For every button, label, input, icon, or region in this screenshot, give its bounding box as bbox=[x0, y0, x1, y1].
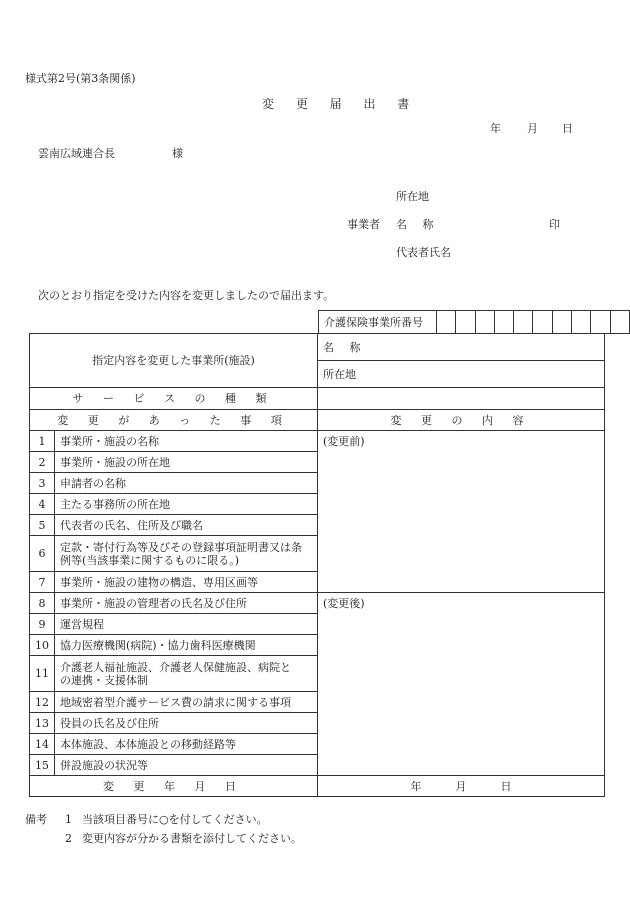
facility-name-label[interactable] bbox=[318, 334, 605, 361]
applicant-business-label: 事業者 bbox=[347, 218, 380, 231]
item-label: 併設施設の状況等 bbox=[55, 755, 318, 776]
item-label: 運営規程 bbox=[55, 614, 318, 635]
changed-items-header: 変 更 が あ っ た 事 項 bbox=[30, 410, 318, 431]
change-date-label: 変 更 年 月 日 bbox=[30, 776, 318, 797]
office-number-digit[interactable] bbox=[572, 311, 591, 334]
change-content-header: 変 更 の 内 容 bbox=[318, 410, 605, 431]
after-label: (変更後) bbox=[323, 597, 365, 610]
applicant-name-label: 名 称 bbox=[396, 218, 440, 231]
item-number[interactable]: 8 bbox=[30, 593, 55, 614]
change-notification-table bbox=[29, 333, 605, 797]
office-number-digit[interactable] bbox=[552, 311, 571, 334]
item-number[interactable]: 1 bbox=[30, 431, 55, 452]
item-number[interactable]: 12 bbox=[30, 692, 55, 713]
item-label: 本体施設、本体施設との移動経路等 bbox=[55, 734, 318, 755]
item-number[interactable]: 15 bbox=[30, 755, 55, 776]
date-year: 年 bbox=[490, 122, 501, 135]
item-label: 協力医療機関(病院)・協力歯科医療機関 bbox=[55, 635, 318, 656]
item-label: 主たる事務所の所在地 bbox=[55, 494, 318, 515]
change-date-month: 月 bbox=[455, 779, 467, 793]
service-type-label: サ ー ビ ス の 種 類 bbox=[30, 388, 318, 410]
note-number: 2 bbox=[65, 832, 72, 845]
notes-label: 備考 bbox=[25, 813, 47, 826]
item-label-line1: 定款・寄付行為等及びその登録事項証明書又は条 bbox=[60, 540, 302, 554]
item-number[interactable]: 2 bbox=[30, 452, 55, 473]
office-number-digit[interactable] bbox=[514, 311, 533, 334]
addressee-honorific: 様 bbox=[172, 147, 183, 160]
item-number[interactable]: 3 bbox=[30, 473, 55, 494]
office-number-digit[interactable] bbox=[591, 311, 610, 334]
change-date-field[interactable] bbox=[318, 776, 605, 797]
item-label: 事業所・施設の管理者の氏名及び住所 bbox=[55, 593, 318, 614]
office-number-table bbox=[318, 310, 630, 334]
form-number: 様式第2号(第3条関係) bbox=[25, 72, 136, 85]
note-number: 1 bbox=[65, 813, 72, 826]
item-number[interactable]: 14 bbox=[30, 734, 55, 755]
item-label bbox=[55, 656, 318, 692]
before-label: (変更前) bbox=[323, 435, 365, 448]
change-date-year: 年 bbox=[410, 779, 422, 793]
item-number[interactable]: 4 bbox=[30, 494, 55, 515]
item-label-line2: 例等(当該事業に関するものに限る。) bbox=[60, 553, 240, 567]
applicant-address-label: 所在地 bbox=[396, 190, 429, 203]
facility-address-label[interactable]: 所在地 bbox=[318, 361, 605, 388]
note-text: 当該項目番号に○を付してください。 bbox=[82, 813, 268, 826]
item-number[interactable]: 5 bbox=[30, 515, 55, 536]
office-number-digit[interactable] bbox=[456, 311, 475, 334]
item-label: 役員の氏名及び住所 bbox=[55, 713, 318, 734]
item-number[interactable]: 6 bbox=[30, 536, 55, 572]
item-number[interactable]: 9 bbox=[30, 614, 55, 635]
item-label: 代表者の氏名、住所及び職名 bbox=[55, 515, 318, 536]
seal-mark: 印 bbox=[549, 218, 560, 231]
office-number-digit[interactable] bbox=[437, 311, 456, 334]
office-number-digit[interactable] bbox=[475, 311, 494, 334]
intro-text: 次のとおり指定を受けた内容を変更しましたので届出ます。 bbox=[38, 289, 335, 302]
office-number-digit[interactable] bbox=[610, 311, 629, 334]
item-label: 地域密着型介護サービス費の請求に関する事項 bbox=[55, 692, 318, 713]
office-number-label: 介護保険事業所番号 bbox=[319, 311, 437, 334]
office-number-digit[interactable] bbox=[494, 311, 513, 334]
document-title: 変 更 届 出 書 bbox=[262, 97, 419, 111]
change-date-day: 日 bbox=[500, 779, 512, 793]
date-day: 日 bbox=[562, 122, 573, 135]
item-number[interactable]: 7 bbox=[30, 572, 55, 593]
item-label: 事業所・施設の名称 bbox=[55, 431, 318, 452]
item-number[interactable]: 10 bbox=[30, 635, 55, 656]
change-before-field[interactable] bbox=[318, 431, 605, 593]
office-number-digit[interactable] bbox=[533, 311, 552, 334]
item-label: 事業所・施設の所在地 bbox=[55, 452, 318, 473]
item-label-line2: の連携・支援体制 bbox=[60, 673, 148, 687]
date-month: 月 bbox=[527, 122, 538, 135]
item-label bbox=[55, 536, 318, 572]
change-after-field[interactable] bbox=[318, 593, 605, 776]
item-label-line1: 介護老人福祉施設、介護老人保健施設、病院と bbox=[60, 660, 291, 674]
facility-label: 指定内容を変更した事業所(施設) bbox=[30, 334, 318, 388]
item-number[interactable]: 13 bbox=[30, 713, 55, 734]
service-type-field[interactable] bbox=[318, 388, 605, 410]
facility-name-label-text: 名 称 bbox=[323, 340, 367, 354]
note-text: 変更内容が分かる書類を添付してください。 bbox=[82, 832, 302, 845]
addressee-name: 雲南広域連合長 bbox=[38, 147, 115, 160]
item-label: 申請者の名称 bbox=[55, 473, 318, 494]
applicant-representative-label: 代表者氏名 bbox=[396, 246, 451, 259]
item-number[interactable]: 11 bbox=[30, 656, 55, 692]
item-label: 事業所・施設の建物の構造、専用区画等 bbox=[55, 572, 318, 593]
